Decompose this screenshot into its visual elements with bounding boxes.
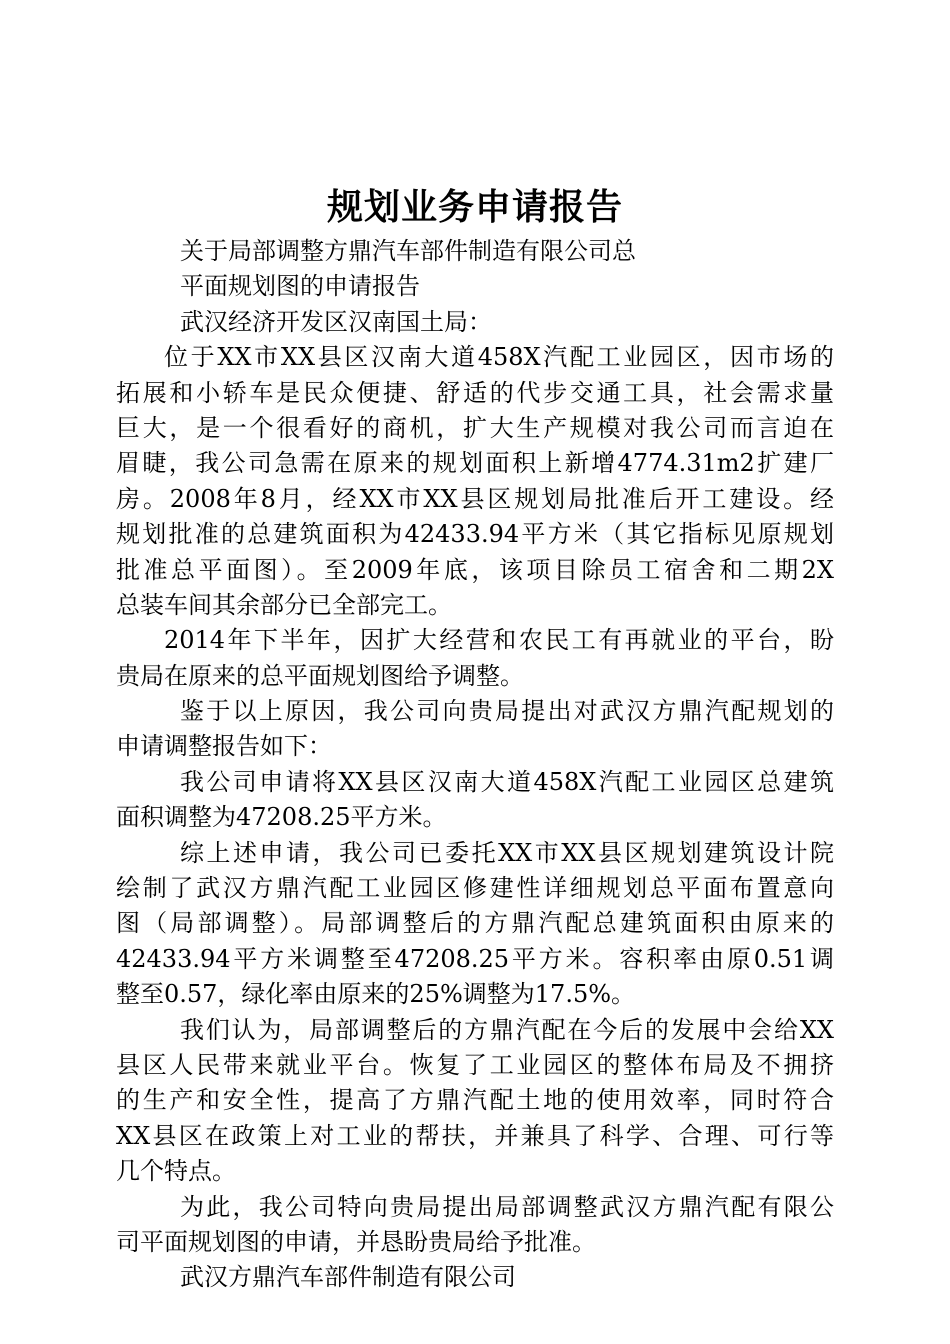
paragraph-line: 司平面规划图的申请，并恳盼贵局给予批准。 — [116, 1227, 596, 1256]
paragraph-line: 图（局部调整）。局部调整后的方鼎汽配总建筑面积由原来的 — [116, 909, 834, 938]
paragraph-line: 面积调整为47208.25平方米。 — [116, 803, 447, 832]
subject-line: 关于局部调整方鼎汽车部件制造有限公司总 — [180, 237, 636, 265]
paragraph-line: 的生产和安全性，提高了方鼎汽配土地的使用效率，同时符合 — [116, 1086, 834, 1115]
paragraph — [116, 694, 834, 765]
paragraph-line: 我们认为，局部调整后的方鼎汽配在今后的发展中会给XX — [180, 1015, 834, 1044]
paragraph-line: 整至0.57，绿化率由原来的25%调整为17.5%。 — [116, 980, 636, 1009]
paragraph — [116, 1013, 834, 1190]
paragraph-line: 批准总平面图）。至2009年底，该项目除员工宿舍和二期2X — [116, 555, 834, 584]
paragraph-line: 鉴于以上原因，我公司向贵局提出对武汉方鼎汽配规划的 — [180, 697, 834, 726]
paragraph-line: 几个特点。 — [116, 1157, 236, 1186]
paragraph — [116, 623, 834, 694]
paragraph-line: 规划批准的总建筑面积为42433.94平方米（其它指标见原规划 — [116, 520, 834, 549]
paragraph-line: 位于XX市XX县区汉南大道458X汽配工业园区，因市场的 — [164, 343, 834, 372]
paragraph-line: 贵局在原来的总平面规划图给予调整。 — [116, 661, 524, 690]
document-title: 规划业务申请报告 — [326, 186, 623, 228]
addressee: 武汉经济开发区汉南国土局： — [180, 307, 492, 336]
subject-line: 平面规划图的申请报告 — [180, 272, 420, 301]
paragraph-line: 综上述申请，我公司已委托XX市XX县区规划建筑设计院 — [180, 838, 834, 867]
paragraph-line: XX县区在政策上对工业的帮扶，并兼具了科学、合理、可行等 — [116, 1121, 834, 1150]
paragraph — [116, 340, 834, 623]
paragraph-line: 2014年下半年，因扩大经营和农民工有再就业的平台，盼 — [164, 626, 834, 655]
paragraph-line: 我公司申请将XX县区汉南大道458X汽配工业园区总建筑 — [180, 767, 834, 796]
signature: 武汉方鼎汽车部件制造有限公司 — [180, 1263, 516, 1292]
paragraph-line: 总装车间其余部分已全部完工。 — [116, 590, 452, 619]
paragraph-line: 42433.94平方米调整至47208.25平方米。容积率由原0.51调 — [116, 944, 834, 973]
paragraph-line: 为此，我公司特向贵局提出局部调整武汉方鼎汽配有限公 — [180, 1192, 834, 1221]
paragraph — [116, 1190, 834, 1261]
paragraph-line: 巨大，是一个很看好的商机，扩大生产规模对我公司而言迫在 — [116, 413, 834, 442]
paragraph — [116, 836, 834, 1013]
document-body — [116, 234, 834, 1296]
paragraph-line: 拓展和小轿车是民众便捷、舒适的代步交通工具，社会需求量 — [116, 378, 834, 407]
paragraph-line: 申请调整报告如下： — [116, 732, 332, 761]
paragraph-line: 县区人民带来就业平台。恢复了工业园区的整体布局及不拥挤 — [116, 1050, 834, 1079]
paragraph-line: 房。2008年8月，经XX市XX县区规划局批准后开工建设。经 — [116, 484, 834, 513]
paragraph — [116, 765, 834, 836]
paragraph-line: 绘制了武汉方鼎汽配工业园区修建性详细规划总平面布置意向 — [116, 874, 834, 903]
paragraph-line: 眉睫，我公司急需在原来的规划面积上新增4774.31m2扩建厂 — [116, 449, 834, 478]
